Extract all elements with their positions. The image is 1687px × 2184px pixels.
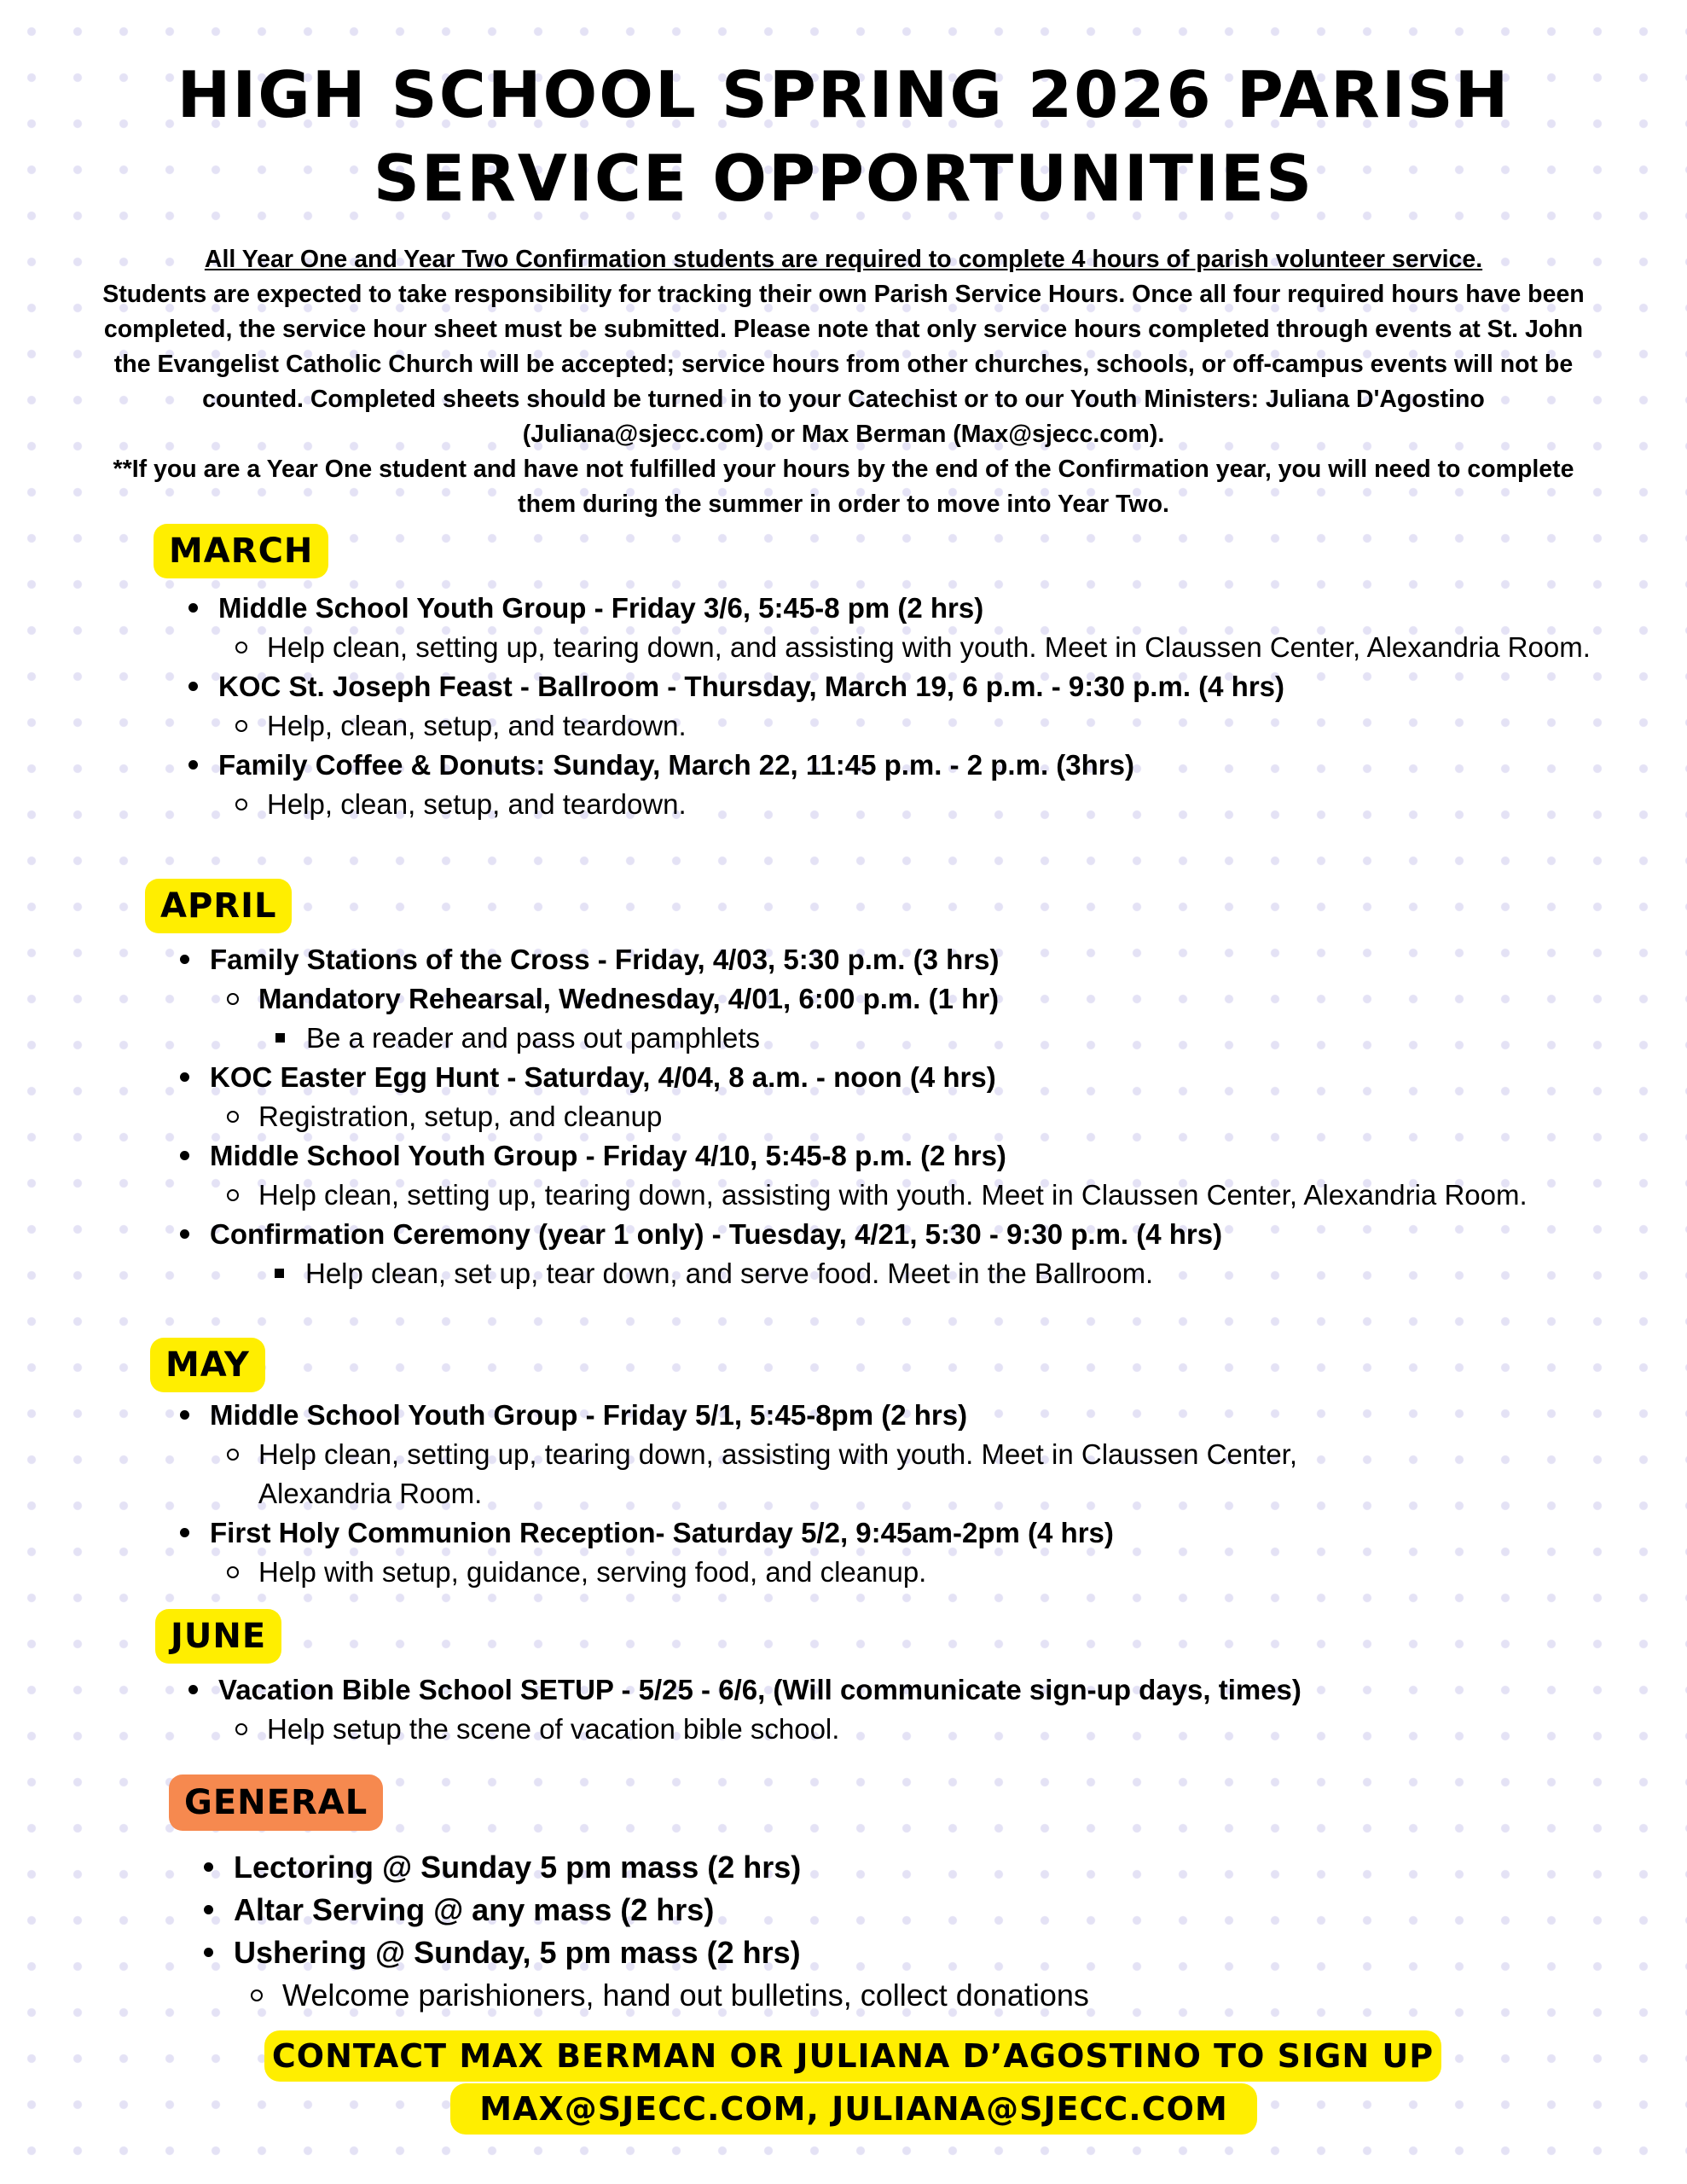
bullet-circle-icon xyxy=(227,1566,239,1578)
event-title: Vacation Bible School SETUP - 5/25 - 6/6, (Will communicate sign-up days, times) xyxy=(218,1674,1301,1705)
list-item xyxy=(234,1931,1615,2017)
bullet-square-icon xyxy=(275,1033,285,1043)
bullet-circle-icon xyxy=(235,720,247,732)
list-march xyxy=(218,589,1617,824)
event-title: Family Stations of the Cross - Friday, 4/03, 5:30 p.m. (3 hrs) xyxy=(210,944,1000,975)
event-title: KOC St. Joseph Feast - Ballroom - Thursday, March 19, 6 p.m. - 9:30 p.m. (4 hrs) xyxy=(218,671,1285,702)
list-item xyxy=(258,1176,1609,1215)
bullet-circle-icon xyxy=(251,1989,263,2001)
list-item xyxy=(267,785,1617,824)
bullet-disc-icon xyxy=(204,1948,213,1957)
list-item xyxy=(282,1974,1615,2017)
event-title: Middle School Youth Group - Friday 4/10, 5:45-8 p.m. (2 hrs) xyxy=(210,1140,1006,1171)
list-june xyxy=(218,1670,1617,1749)
list-item xyxy=(210,1058,1609,1136)
event-detail: Help clean, set up, tear down, and serve food. Meet in the Ballroom. xyxy=(305,1258,1154,1289)
list-item xyxy=(267,1710,1617,1749)
section-badge-general: GENERAL xyxy=(169,1774,383,1831)
bullet-disc-icon xyxy=(180,1528,189,1537)
list-item xyxy=(210,1513,1574,1592)
bullet-disc-icon xyxy=(188,1685,198,1694)
event-detail: Be a reader and pass out pamphlets xyxy=(306,1022,761,1054)
list-item xyxy=(267,706,1617,746)
contact-line-2: MAX@SJECC.COM, JULIANA@SJECC.COM xyxy=(450,2083,1257,2135)
bullet-disc-icon xyxy=(188,603,198,613)
list-april xyxy=(210,940,1609,1293)
bullet-disc-icon xyxy=(188,682,198,691)
event-title: Altar Serving @ any mass (2 hrs) xyxy=(234,1892,715,1927)
event-detail: Welcome parishioners, hand out bulletins, collect donations xyxy=(282,1978,1089,2013)
section-badge-may: MAY xyxy=(150,1338,265,1392)
event-detail: Help with setup, guidance, serving food, and cleanup. xyxy=(258,1556,927,1588)
event-detail: Help clean, setting up, tearing down, assisting with youth. Meet in Claussen Center, Alexandria Room. xyxy=(258,1179,1528,1211)
event-detail: Help clean, setting up, tearing down, assisting with youth. Meet in Claussen Center, Alexandria Room. xyxy=(258,1438,1298,1509)
bullet-disc-icon xyxy=(204,1905,213,1914)
bullet-disc-icon xyxy=(180,955,189,964)
bullet-circle-icon xyxy=(227,1111,239,1123)
event-title: Lectoring @ Sunday 5 pm mass (2 hrs) xyxy=(234,1850,802,1885)
list-item xyxy=(258,1097,1609,1136)
event-title: Middle School Youth Group - Friday 5/1, 5:45-8pm (2 hrs) xyxy=(210,1399,968,1431)
bullet-disc-icon xyxy=(180,1151,189,1160)
bullet-disc-icon xyxy=(180,1072,189,1082)
intro-requirement: All Year One and Year Two Confirmation students are required to complete 4 hours of parish volunteer service. xyxy=(204,246,1483,273)
bullet-disc-icon xyxy=(180,1410,189,1420)
event-subtitle: Mandatory Rehearsal, Wednesday, 4/01, 6:00 p.m. (1 hr) xyxy=(258,983,1000,1014)
list-item xyxy=(234,1846,1615,1889)
intro-note: **If you are a Year One student and have not fulfilled your hours by the end of the Confirmation year, you will need to complete them during the summer in order to move into Year Two. xyxy=(113,456,1574,518)
list-item xyxy=(210,940,1609,1058)
list-item xyxy=(267,628,1617,667)
list-item xyxy=(305,1254,1609,1293)
bullet-disc-icon xyxy=(180,1229,189,1239)
list-item xyxy=(218,746,1617,824)
bullet-circle-icon xyxy=(235,799,247,810)
section-badge-march: MARCH xyxy=(154,524,328,578)
event-title: Middle School Youth Group - Friday 3/6, 5:45-8 pm (2 hrs) xyxy=(218,592,984,624)
bullet-disc-icon xyxy=(204,1862,213,1872)
list-general xyxy=(234,1846,1615,2017)
intro-body: Students are expected to take responsibility for tracking their own Parish Service Hours. Once all four required hours have been completed, the service hour sheet must be submitted. Please note that only service hours completed through events at St. John the Evangelist Catholic Church will be accepted; service hours from other churches, schools, or off-campus events will not be counted. Completed sheets should be turned in to your Catechist or to our Youth Ministers: Juliana D'Agostino (Juliana@sjecc.com) or Max Berman (Max@sjecc.com). xyxy=(102,281,1585,448)
list-item xyxy=(258,1553,1574,1592)
title-line-1: HIGH SCHOOL SPRING 2026 PARISH xyxy=(177,57,1510,132)
bullet-square-icon xyxy=(275,1269,284,1278)
event-title: Confirmation Ceremony (year 1 only) - Tuesday, 4/21, 5:30 - 9:30 p.m. (4 hrs) xyxy=(210,1218,1223,1250)
title-line-2: SERVICE OPPORTUNITIES xyxy=(373,141,1314,216)
event-detail: Help, clean, setup, and teardown. xyxy=(267,788,687,820)
event-detail: Registration, setup, and cleanup xyxy=(258,1101,663,1132)
bullet-circle-icon xyxy=(235,1723,247,1735)
list-item xyxy=(218,667,1617,746)
event-title: Family Coffee & Donuts: Sunday, March 22, 11:45 p.m. - 2 p.m. (3hrs) xyxy=(218,749,1134,781)
intro-block xyxy=(102,242,1585,522)
page-title xyxy=(0,53,1687,220)
list-item xyxy=(258,979,1609,1058)
bullet-circle-icon xyxy=(235,642,247,653)
list-item xyxy=(218,589,1617,667)
list-item xyxy=(210,1396,1574,1513)
event-title: KOC Easter Egg Hunt - Saturday, 4/04, 8 a.m. - noon (4 hrs) xyxy=(210,1061,996,1093)
event-title: First Holy Communion Reception- Saturday 5/2, 9:45am-2pm (4 hrs) xyxy=(210,1517,1114,1548)
contact-line-1: CONTACT MAX BERMAN OR JULIANA D’AGOSTINO TO SIGN UP xyxy=(264,2030,1441,2082)
section-badge-june: JUNE xyxy=(155,1609,281,1664)
list-item xyxy=(218,1670,1617,1749)
list-may xyxy=(210,1396,1574,1592)
bullet-circle-icon xyxy=(227,1449,239,1461)
list-item xyxy=(210,1215,1609,1293)
event-title: Ushering @ Sunday, 5 pm mass (2 hrs) xyxy=(234,1935,801,1970)
event-detail: Help setup the scene of vacation bible school. xyxy=(267,1713,840,1745)
bullet-circle-icon xyxy=(227,993,239,1005)
list-item xyxy=(210,1136,1609,1215)
section-badge-april: APRIL xyxy=(145,879,292,933)
bullet-disc-icon xyxy=(188,760,198,770)
event-detail: Help clean, setting up, tearing down, and assisting with youth. Meet in Claussen Center, Alexandria Room. xyxy=(267,631,1591,663)
event-detail: Help, clean, setup, and teardown. xyxy=(267,710,687,741)
list-item xyxy=(258,1435,1574,1513)
bullet-circle-icon xyxy=(227,1189,239,1201)
list-item xyxy=(234,1889,1615,1931)
list-item xyxy=(306,1019,1609,1058)
